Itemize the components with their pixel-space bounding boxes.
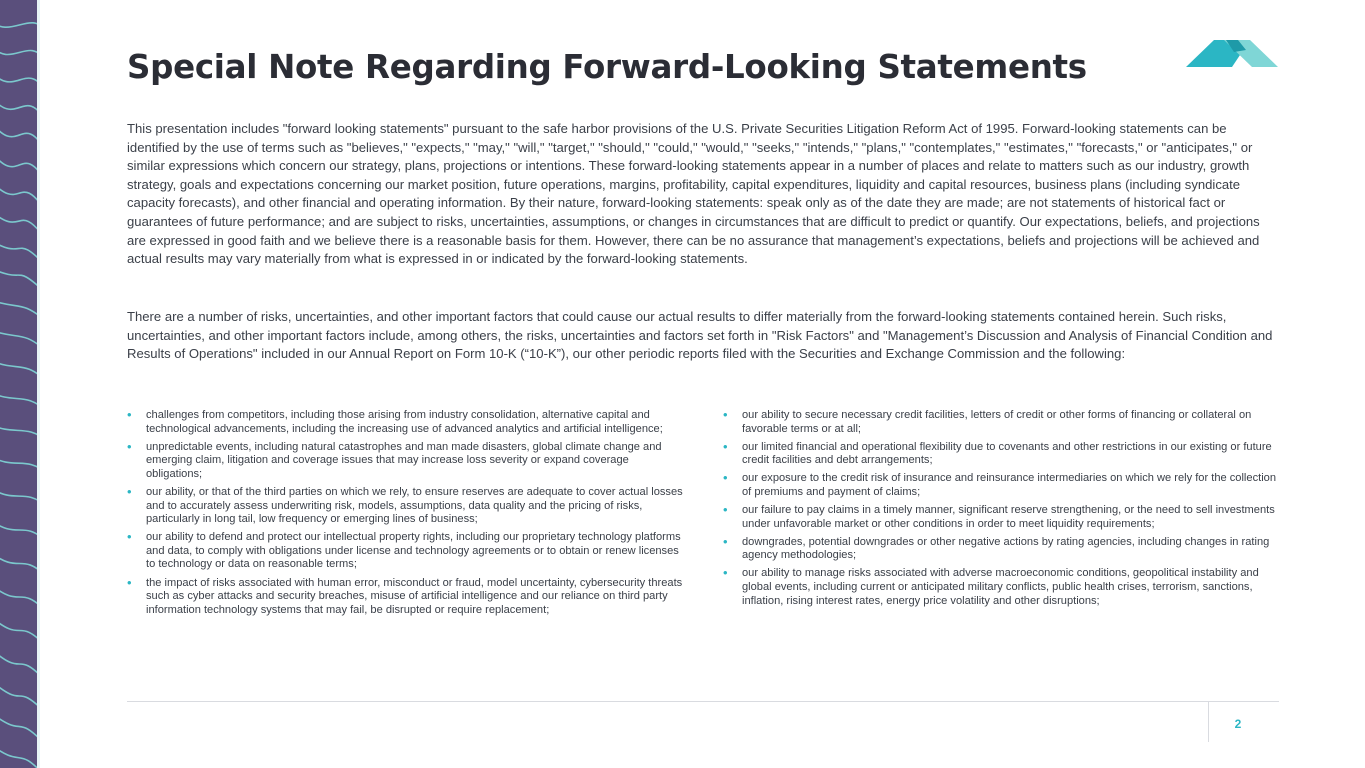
intro-paragraph: This presentation includes "forward looking statements" pursuant to the safe harbor provisions of the U.S. Private Securities Litigation Reform Act of 1995. Forward-looking statements can be identified by the use of terms such as "believes," "expects," "may," "will," "target," "should," "could," "would," "seeks," "intends," "plans," "contemplates," "estimates," "forecasts," or "anticipates," or similar expressions which concern our strategy, plans, projections or intentions. These forward-looking statements appear in a number of places and relate to matters such as our industry, growth strategy, goals and expectations concerning our market position, future operations, margins, profitability, capital expenditures, liquidity and capital resources, business plans (including syndicate capacity forecasts), and other financial and operating information. By their nature, forward-looking statements: speak only as of the date they are made; are not statements of historical fact or guarantees of future performance; and are subject to risks, uncertainties, assumptions, or changes in circumstances that are difficult to predict or quantify. Our expectations, beliefs, and projections are expressed in good faith and we believe there is a reasonable basis for them. However, there can be no assurance that management’s expectations, beliefs and projections will be achieved and actual results may vary materially from what is expressed in or indicated by the forward-looking statements. (127, 121, 1260, 267)
list-item: • unpredictable events, including natural catastrophes and man made disasters, global climate change and emerging claim, litigation and coverage issues that may increase loss severity or expand coverage obligations; (127, 441, 683, 482)
list-item: • our ability, or that of the third parties on which we rely, to ensure reserves are adequate to cover actual losses and to accurately assess underwriting risk, models, assumptions, data quality and the pricing of risks, particularly in long tail, low frequency or emerging lines of business; (127, 486, 683, 527)
decorative-sidebar (0, 0, 40, 768)
teal-chevron-logo-icon (1186, 40, 1280, 70)
bullet-list-left (127, 409, 683, 622)
sidebar-edge (37, 0, 40, 768)
bullet-list-right (723, 409, 1279, 613)
line-wave-pattern-icon (0, 0, 40, 768)
list-item: • our limited financial and operational flexibility due to covenants and other restrictions in our existing or future credit facilities and debt arrangements; (723, 441, 1279, 468)
footer-vertical-divider (1208, 702, 1209, 742)
list-item: • challenges from competitors, including those arising from industry consolidation, alternative capital and technological advancements, including the increasing use of advanced analytics and artificial intelligence; (127, 409, 683, 436)
list-item: • our ability to secure necessary credit facilities, letters of credit or other forms of financing or collateral on favorable terms or at all; (723, 409, 1279, 436)
footer-divider (127, 701, 1279, 702)
list-item: • our exposure to the credit risk of insurance and reinsurance intermediaries on which we rely for the collection of premiums and payment of claims; (723, 472, 1279, 499)
page-number: 2 (1234, 717, 1242, 731)
list-item: • our failure to pay claims in a timely manner, significant reserve strengthening, or the need to sell investments under unfavorable market or other conditions in order to meet liquidity requirements; (723, 504, 1279, 531)
list-item: • our ability to defend and protect our intellectual property rights, including our proprietary technology platforms and data, to comply with obligations under license and technology agreements or to obtain or renew licenses to technology or data on reasonable terms; (127, 531, 683, 572)
risk-factors-paragraph: There are a number of risks, uncertainties, and other important factors that could cause our actual results to differ materially from the forward-looking statements contained herein. Such risks, uncertainties, and other important factors include, among others, the risks, uncertainties and factors set forth in "Risk Factors" and "Management’s Discussion and Analysis of Financial Condition and Results of Operations" included in our Annual Report on Form 10-K (“10-K”), our other periodic reports filed with the Securities and Exchange Commission and the following: (127, 309, 1273, 362)
list-item: • our ability to manage risks associated with adverse macroeconomic conditions, geopolitical instability and global events, including current or anticipated military conflicts, public health crises, terrorism, sanctions, inflation, rising interest rates, energy price volatility and other disruptions; (723, 567, 1279, 608)
list-item: • the impact of risks associated with human error, misconduct or fraud, model uncertainty, cybersecurity threats such as cyber attacks and security breaches, misuse of artificial intelligence and our reliance on third party information technology systems that may fail, be disrupted or require replacement; (127, 577, 683, 618)
list-item: • downgrades, potential downgrades or other negative actions by rating agencies, including changes in rating agency methodologies; (723, 536, 1279, 563)
page-title: Special Note Regarding Forward-Looking Statements (127, 48, 1087, 86)
